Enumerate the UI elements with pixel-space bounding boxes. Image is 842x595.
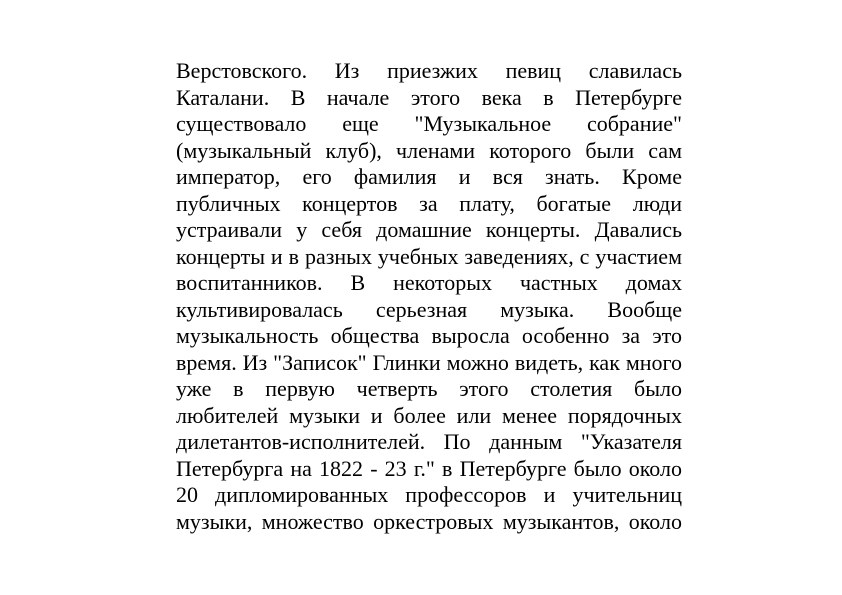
text-line: Каталани. В начале этого века в Петербурге [176,84,682,110]
text-line: культивировалась серьезная музыка. Вообще [176,296,682,322]
text-line: концерты и в разных учебных заведениях, с участием [176,243,682,269]
text-line: (музыкальный клуб), членами которого были сам [176,137,682,163]
text-line: воспитанников. В некоторых частных домах [176,270,682,295]
text-line: Петербурга на 1822 - 23 г." в Петербурге было около [176,455,682,481]
text-line: музыкальность общества выросла особенно за это [176,323,682,348]
text-line: устраивали у себя домашние концерты. Давались [176,217,682,242]
body-text [176,58,682,535]
text-line: император, его фамилия и вся знать. Кроме [176,164,682,189]
text-line: музыки, множество оркестровых музыкантов, около [176,508,682,534]
text-line: публичных концертов за плату, богатые люди [176,190,682,216]
text-line: дилетантов-исполнителей. По данным "Указателя [176,429,682,454]
text-line: 20 дипломированных профессоров и учительниц [176,482,682,507]
text-line: время. Из "Записок" Глинки можно видеть, как много [176,349,682,375]
text-line: любителей музыки и более или менее порядочных [176,402,682,428]
text-line: существовало еще "Музыкальное собрание" [176,111,682,136]
text-line: уже в первую четверть этого столетия было [176,376,682,401]
text-line: Верстовского. Из приезжих певиц славилась [176,58,682,83]
